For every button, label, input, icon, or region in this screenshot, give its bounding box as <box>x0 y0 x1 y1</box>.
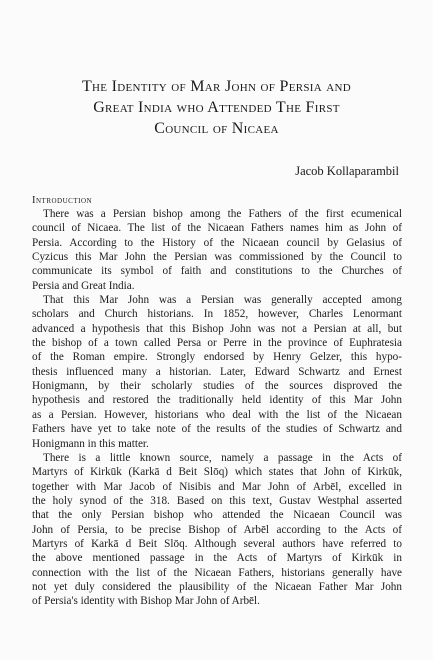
text-line: advanced a hypothesis that this Bishop John was not a Persian at all, but <box>32 322 402 335</box>
paragraph-3 <box>32 451 402 609</box>
text-line: the holy synod of the 318. Based on this text, Gustav Westphal asserted <box>32 494 402 507</box>
text-line: of Persia's identity with Bishop Mar John of Arbēl. <box>32 595 260 608</box>
text-line: Martyrs of Kirkūk (Karkā d Beit Slōq) which states that John of Kirkūk, <box>32 466 402 479</box>
article-body <box>32 207 402 609</box>
text-line: scholars and Church historians. In 1852, however, Charles Lenormant <box>32 308 402 321</box>
section-heading: Introduction <box>32 195 93 206</box>
text-line: There is a little known source, namely a passage in the Acts of <box>43 451 402 464</box>
text-line: of the Roman empire. Strongly endorsed by Henry Gelzer, this hypo- <box>32 351 402 364</box>
text-line: the bishop of a town called Persa or Perre in the province of Euphratesia <box>32 337 402 350</box>
text-line: not yet duly considered the plausibility of the Nicaean Father Mar John <box>32 580 402 593</box>
text-line: Cyzicus this Mar John the Persian was commissioned by the Council to <box>32 251 402 264</box>
text-line: connection with the list of the Nicaean Fathers, historians generally have <box>32 566 402 579</box>
text-line: That this Mar John was a Persian was generally accepted among <box>43 294 402 307</box>
paragraph-1 <box>32 207 402 293</box>
text-line: hypothesis and restored the traditionally held identity of this Mar John <box>32 394 402 407</box>
text-line: communicate its symbol of faith and constitutions to the Churches of <box>32 265 402 278</box>
title-line: Council of Nicaea <box>154 120 279 137</box>
article-title <box>30 76 403 139</box>
text-line: Persia and Great India. <box>32 279 135 292</box>
text-line: Fathers have yet to take note of the results of the studies of Schwartz and <box>32 423 402 436</box>
text-line: as a Persian. However, historians who deal with the list of the Nicaean <box>32 408 402 421</box>
text-line: Honigmann in this matter. <box>32 437 149 450</box>
text-line: Martyrs of Karkā d Beit Slōq. Although several authors have referred to <box>32 537 402 550</box>
text-line: thesis influenced many a historian. Later, Edward Schwartz and Ernest <box>32 365 402 378</box>
paragraph-2 <box>32 293 402 451</box>
text-line: There was a Persian bishop among the Fathers of the first ecumenical <box>43 208 402 220</box>
text-line: the above mentioned passage in the Acts of Martyrs of Kirkūk in <box>32 552 402 565</box>
text-line: council of Nicaea. The list of the Nicaean Fathers names him as John of <box>32 222 402 235</box>
text-line: Honigmann, by their scholarly studies of the sources disproved the <box>32 380 402 393</box>
text-line: that the only Persian bishop who attended the Nicaean Council was <box>32 509 402 522</box>
text-line: together with Mar Jacob of Nisibis and Mar John of Arbēl, excelled in <box>32 480 402 493</box>
title-line: Great India who Attended The First <box>93 99 340 116</box>
title-line: The Identity of Mar John of Persia and <box>81 78 352 95</box>
text-line: Persia. According to the History of the Nicaean council by Gelasius of <box>32 236 402 249</box>
text-line: John of Persia, to be precise Bishop of Arbēl according to the Acts of <box>32 523 402 536</box>
author-name: Jacob Kollaparambil <box>295 164 399 178</box>
